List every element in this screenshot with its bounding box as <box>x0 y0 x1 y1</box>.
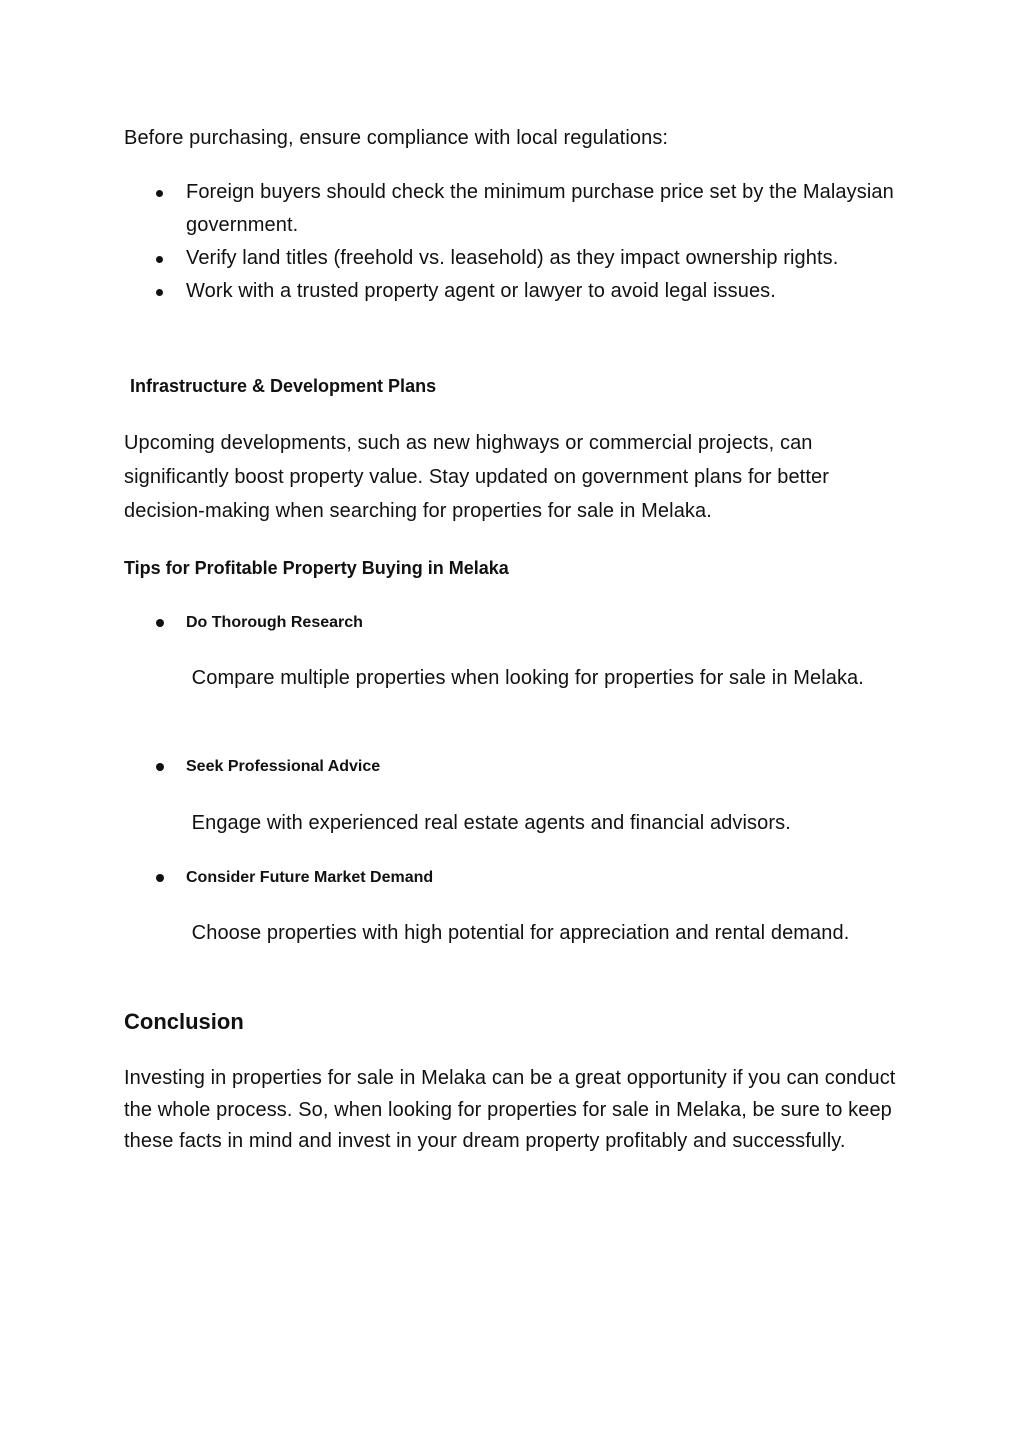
tips-heading: Tips for Profitable Property Buying in Melaka <box>124 558 509 578</box>
tip-title-text: Seek Professional Advice <box>186 758 381 775</box>
bullet-icon <box>156 874 164 882</box>
list-item <box>124 176 914 242</box>
document-page <box>124 0 914 1446</box>
intro-paragraph: Before purchasing, ensure compliance with local regulations: <box>124 127 669 149</box>
bullet-icon <box>156 190 163 197</box>
tip-body-advice <box>186 806 886 840</box>
conclusion-paragraph: Investing in properties for sale in Melaka can be a great opportunity if you can conduct the whole process. So, when looking for properties for sale in Melaka, be sure to keep these facts in mind and invest in your dream property profitably and successfully. <box>124 1067 896 1152</box>
bullet-icon <box>156 256 163 263</box>
tip-title-research <box>124 611 363 635</box>
tip-body-text: Choose properties with high potential for appreciation and rental demand. <box>191 922 850 944</box>
infrastructure-paragraph: Upcoming developments, such as new highways or commercial projects, can significantly boost property value. Stay updated on government plans for better decision-making when searching for properties for sale in Melaka. <box>124 432 829 522</box>
tip-body-demand <box>186 916 886 950</box>
list-item <box>124 275 914 308</box>
tip-title-demand <box>124 866 433 890</box>
infrastructure-heading: Infrastructure & Development Plans <box>130 376 437 396</box>
list-item-text: Verify land titles (freehold vs. leasehold) as they impact ownership rights. <box>186 247 839 269</box>
tip-body-text: Compare multiple properties when looking for properties for sale in Melaka. <box>191 667 864 689</box>
regulations-list <box>124 176 914 308</box>
conclusion-heading: Conclusion <box>124 1009 244 1034</box>
bullet-icon <box>156 619 164 627</box>
tip-title-text: Consider Future Market Demand <box>186 869 434 886</box>
list-item-text: Work with a trusted property agent or lawyer to avoid legal issues. <box>186 280 776 302</box>
tip-body-research <box>186 661 886 695</box>
tip-title-advice <box>124 755 380 779</box>
tip-title-text: Do Thorough Research <box>186 614 363 631</box>
bullet-icon <box>156 763 164 771</box>
list-item-text: Foreign buyers should check the minimum purchase price set by the Malaysian government. <box>186 181 894 236</box>
bullet-icon <box>156 289 163 296</box>
tip-body-text: Engage with experienced real estate agents and financial advisors. <box>191 812 791 834</box>
list-item <box>124 242 914 275</box>
